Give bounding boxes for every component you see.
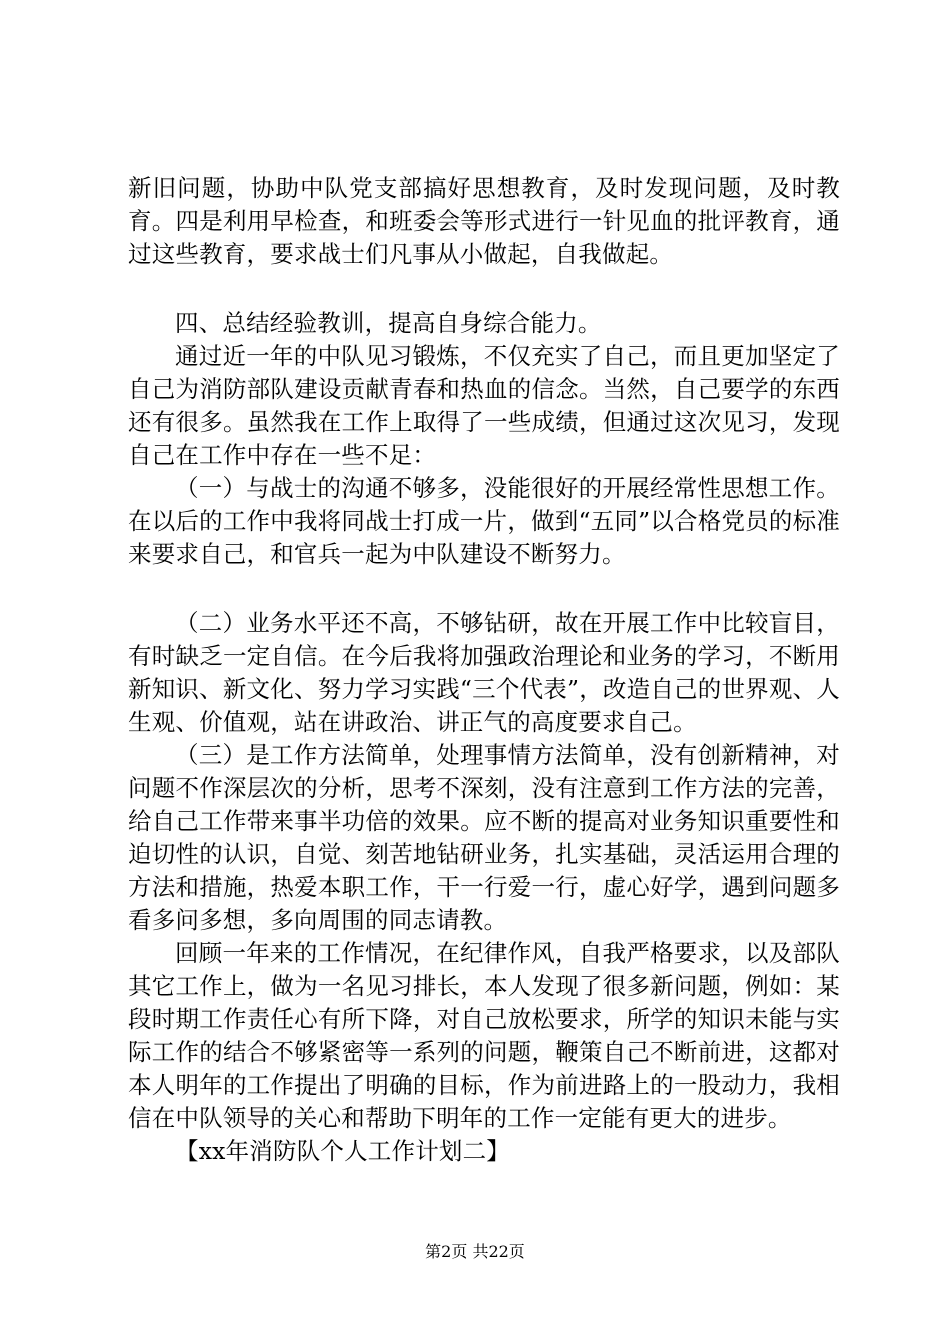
page-number-footer: 第2页 共22页 [425,1242,525,1261]
paragraph-continuation: 新旧问题，协助中队党支部搞好思想教育，及时发现问题，及时教育。四是利用早检查，和班委会等形式进行一针见血的批评教育，通过这些教育，要求战士们凡事从小做起，自我做起。 [128,174,840,268]
next-section-title: 【xx年消防队个人工作计划二】 [175,1137,511,1165]
document-body [128,172,840,1168]
section-heading-four: 四、总结经验教训，提高自身综合能力。 [175,309,602,337]
paragraph-shortcoming-two: （二）业务水平还不高，不够钻研，故在开展工作中比较盲目，有时缺乏一定自信。在今后我将加强政治理论和业务的学习，不断用新知识、新文化、努力学习实践“三个代表”，改造自己的世界观、人生观、价值观，站在讲政治、讲正气的高度要求自己。 [128,609,840,736]
paragraph-shortcoming-one: （一）与战士的沟通不够多，没能很好的开展经常性思想工作。在以后的工作中我将同战士打成一片，做到“五同”以合格党员的标准来要求自己，和官兵一起为中队建设不断努力。 [128,474,840,568]
paragraph-review: 回顾一年来的工作情况，在纪律作风，自我严格要求，以及部队其它工作上，做为一名见习排长，本人发现了很多新问题，例如：某段时期工作责任心有所下降，对自己放松要求，所学的知识未能与实际工作的结合不够紧密等一系列的问题，鞭策自己不断前进，这都对本人明年的工作提出了明确的目标，作为前进路上的一股动力，我相信在中队领导的关心和帮助下明年的工作一定能有更大的进步。 [128,939,840,1132]
paragraph-shortcoming-three: （三）是工作方法简单，处理事情方法简单，没有创新精神，对问题不作深层次的分析，思考不深刻，没有注意到工作方法的完善，给自己工作带来事半功倍的效果。应不断的提高对业务知识重要性和迫切性的认识，自觉、刻苦地钻研业务，扎实基础，灵活运用合理的方法和措施，热爱本职工作，干一行爱一行，虚心好学，遇到问题多看多问多想，多向周围的同志请教。 [128,741,840,934]
paragraph-summary-intro: 通过近一年的中队见习锻炼，不仅充实了自己，而且更加坚定了自己为消防部队建设贡献青春和热血的信念。当然，自己要学的东西还有很多。虽然我在工作上取得了一些成绩，但通过这次见习，发现自己在工作中存在一些不足： [128,342,840,469]
